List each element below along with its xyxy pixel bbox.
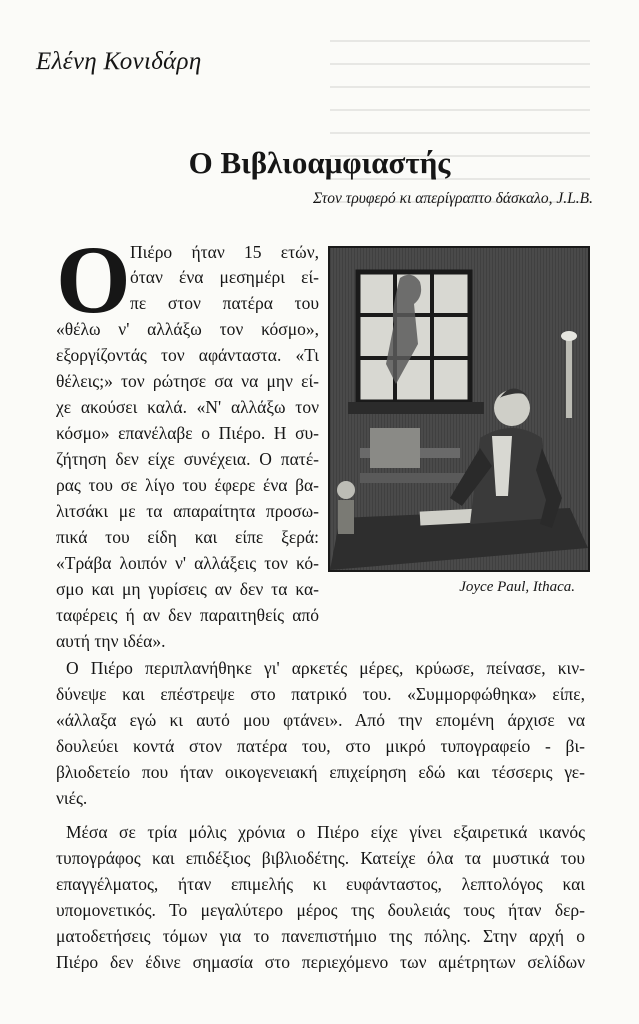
text-line: Μέσα σε τρία μόλις χρόνια ο Πιέρο είχε γίνει εξαιρετικά ικανός — [66, 822, 585, 842]
text-line: νιές. — [56, 788, 88, 808]
text-line: Ο Πιέρο περιπλανήθηκε γι' αρκετές μέρες, κρύωσε, πείνασε, κιν- — [66, 658, 585, 678]
text-line: δύνεψε και επέστρεψε στο πατρικό του. «Συμμορφώθηκα» είπε, — [56, 684, 585, 704]
text-line: κόσμο» επανέλαβε ο Πιέρο. Η συ- — [56, 423, 319, 443]
figure-caption: Joyce Paul, Ithaca. — [459, 579, 575, 595]
text-line: δουλεύει κοντά στον πατέρα του, στο μικρό τυπογραφείο - βι- — [56, 736, 585, 756]
text-line: τυπογράφος και επιδέξιος βιβλιοδέτης. Κατείχε όλα τα μυστικά του — [56, 848, 585, 868]
article-title: Ο Βιβλιοαμφιαστής — [188, 145, 451, 180]
text-line: Πιέρο ήταν 15 ετών, — [130, 242, 319, 262]
text-line: Πιέρο δεν έδινε σημασία στο περιεχόμενο των αμέτρητων σελίδων — [56, 952, 585, 972]
text-line: εξοργίζοντάς τον αφάνταστα. «Τι — [56, 345, 319, 365]
text-line: θέλεις;» τον ρώτησε σα να μην εί- — [56, 371, 319, 391]
text-line: βλιοδετείο που ήταν οικογενειακή επιχείρηση εδώ και τέσσερις γε- — [56, 762, 585, 782]
text-line: «άλλαξα εγώ κι αυτό μου φτάνει». Από την επομένη άρχισε να — [56, 710, 585, 730]
dedication: Στον τρυφερό κι απερίγραπτο δάσκαλο, J.L.B. — [313, 190, 593, 207]
text-line: λιτσάκι με τα απαραίτητα προσω- — [56, 501, 319, 521]
engraving-illustration-icon — [328, 246, 590, 572]
text-line: χε ακούσει καλά. «Ν' αλλάξω τον — [56, 397, 319, 417]
text-line: πικά του είδη και είπε ξερά: — [56, 527, 319, 547]
text-line: ταφέρεις ή αν δεν παραιτηθείς από — [56, 605, 319, 625]
text-line: υπομονετικός. Το μεγαλύτερο μέρος της δουλειάς τους ήταν δερ- — [56, 900, 585, 920]
text-line: ρας του σε λίγο του έφερε ένα βα- — [56, 475, 319, 495]
author-name: Ελένη Κονιδάρη — [36, 48, 202, 75]
text-line: σμο και μη γυρίσεις αν δεν τα κα- — [56, 579, 319, 599]
text-line: επαγγέλματος, ήταν επιμελής κι ευφάνταστος, λεπτολόγος και — [56, 874, 585, 894]
text-line: «θέλω ν' αλλάξω τον κόσμο», — [56, 319, 319, 339]
text-line: αυτή την ιδέα». — [56, 631, 166, 651]
drop-cap: Ο — [56, 226, 131, 333]
text-line: ματοδετήσεις τόμων για το πανεπιστήμιο της πόλης. Στην αρχή ο — [56, 926, 585, 946]
text-line: πε στον πατέρα του — [130, 293, 319, 313]
text-line: «Τράβα λοιπόν ν' αλλάξεις τον κό- — [56, 553, 319, 573]
text-line: ζήτηση δεν είχε συνέχεια. Ο πατέ- — [56, 449, 319, 469]
text-line: όταν ένα μεσημέρι εί- — [130, 267, 319, 287]
